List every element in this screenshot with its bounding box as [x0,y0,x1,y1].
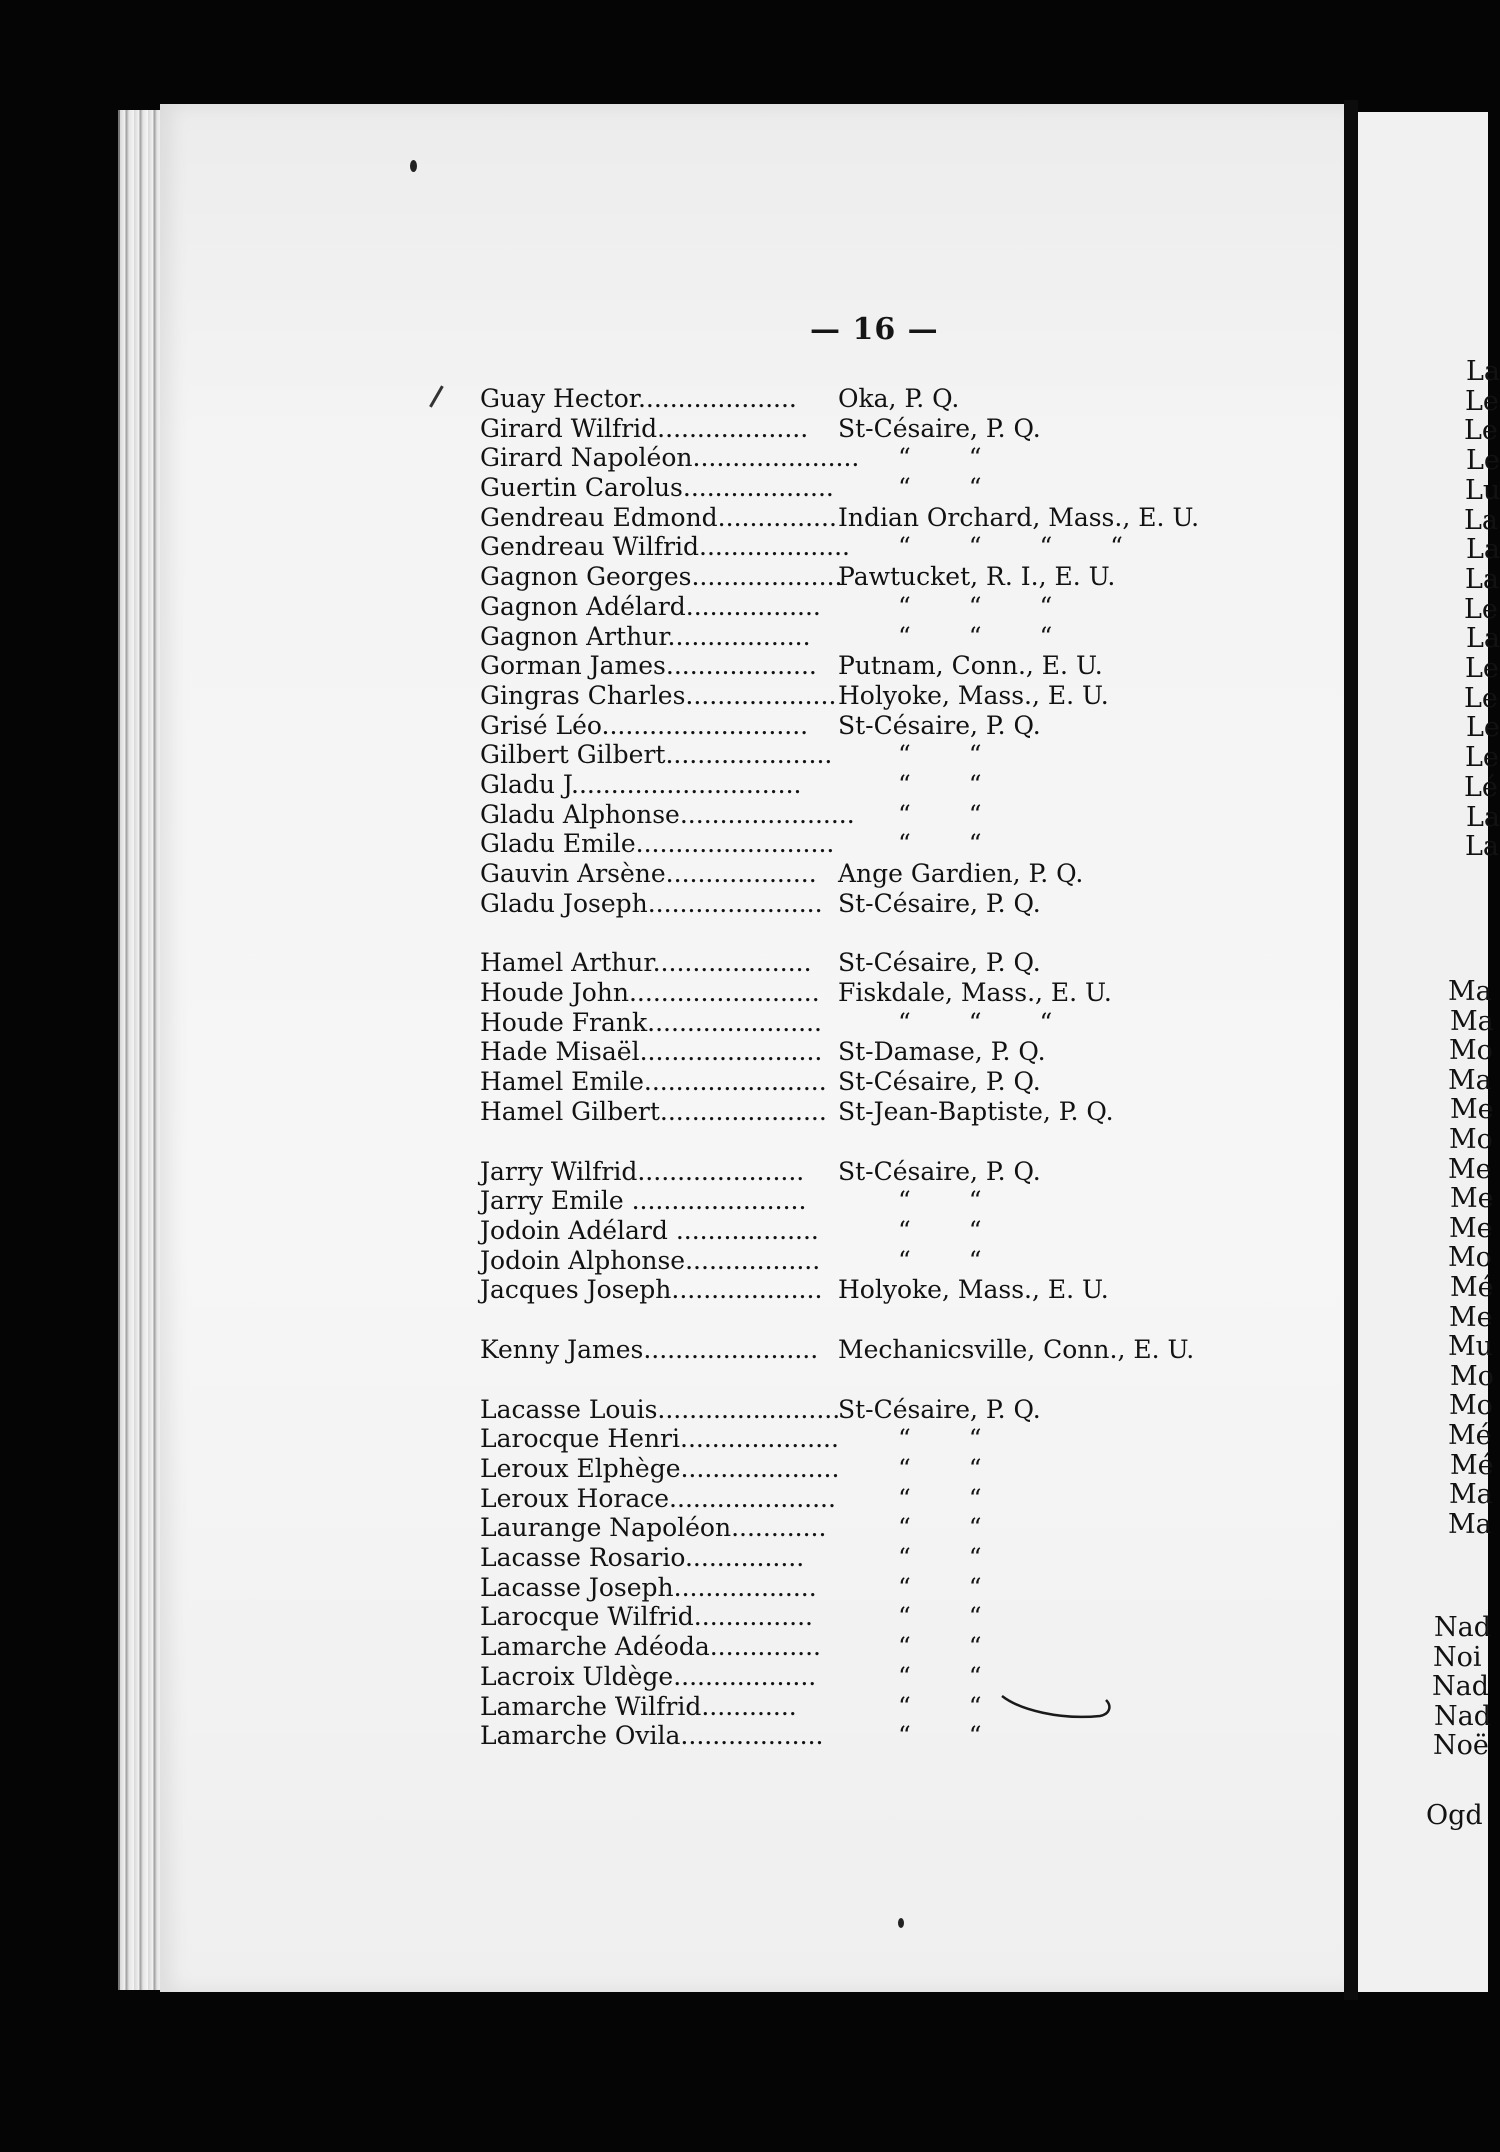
facing-page-fragment: La [1465,563,1500,595]
facing-page-fragment: La [1464,504,1499,536]
entry-place: St-Césaire, P. Q. [838,1394,1041,1424]
entry-name: Gladu J............................. [480,769,802,799]
facing-page-fragment: Mo [1448,1242,1492,1274]
entry-name: Gladu Joseph...................... [480,888,823,918]
entry-place: “ “ [898,473,982,503]
directory-entry [480,1067,1320,1097]
entry-place: “ “ [898,799,982,829]
entry-name: Hamel Emile....................... [480,1067,827,1097]
entry-name: Girard Wilfrid................... [480,413,809,443]
facing-page-fragment: La [1466,356,1500,387]
entry-place: Indian Orchard, Mass., E. U. [838,502,1200,532]
facing-page-fragment: Le [1466,445,1500,477]
entry-name: Gendreau Edmond............... [480,502,837,532]
entry-place: Pawtucket, R. I., E. U. [838,562,1116,592]
directory-entry [480,1424,1320,1454]
entry-name: Gendreau Wilfrid................... [480,532,851,562]
entry-place: St-Césaire, P. Q. [838,1156,1041,1186]
entry-name: Laurange Napoléon............ [480,1513,827,1543]
entry-name: Gagnon Adélard................. [480,591,821,621]
ink-blot [898,1918,904,1928]
entry-place: “ “ [898,829,982,859]
facing-page-fragment: La [1466,623,1500,655]
entry-place: “ “ [898,443,982,473]
directory-entry [480,1216,1320,1246]
entry-place: “ “ “ [898,621,1053,651]
entry-name: Gagnon Arthur.................. [480,621,811,651]
directory-entry [480,1662,1320,1692]
entry-place: “ “ [898,1186,982,1216]
directory-entry [480,503,1320,533]
directory-entry [480,829,1320,859]
directory-entry [480,384,1320,414]
entry-name: Jacques Joseph................... [480,1275,823,1305]
entry-name: Lamarche Ovila.................. [480,1721,824,1751]
entry-name: Leroux Elphège.................... [480,1454,840,1483]
book-gutter [1344,100,1358,2000]
directory-entry [480,800,1320,830]
entry-name: Jarry Wilfrid..................... [480,1156,805,1186]
facing-page-fragment: La [1465,831,1500,863]
facing-page-fragment: La [1466,801,1500,833]
entry-name: Guay Hector.................... [480,384,797,413]
facing-page-fragment: Le [1464,593,1498,625]
facing-page-fragment: Nad [1434,1612,1492,1643]
directory-entry [480,889,1320,919]
facing-page-fragment: Le [1464,415,1498,447]
directory-entry [480,1454,1320,1484]
entry-name: Guertin Carolus................... [480,473,834,503]
facing-page-fragment: Ma [1449,1479,1493,1511]
entry-place: Holyoke, Mass., E. U. [838,1275,1109,1305]
facing-page-fragment: Le [1464,682,1498,714]
facing-page-fragment: Nad [1434,1700,1492,1732]
directory-entry [480,473,1320,503]
entry-place: “ “ [898,1543,982,1573]
entry-place: “ “ [898,1483,982,1513]
entry-place: St-Jean-Baptiste, P. Q. [838,1096,1114,1126]
facing-page-fragment: Mu [1448,1331,1494,1363]
facing-page-fragment: Noi [1433,1641,1482,1673]
directory-entry [480,1097,1320,1127]
entry-place: “ “ “ [898,1007,1053,1037]
directory-entry [480,1186,1320,1216]
entry-name: Girard Napoléon..................... [480,443,860,473]
directory-entry [480,681,1320,711]
directory-entry [480,622,1320,652]
entry-name: Kenny James...................... [480,1334,819,1364]
directory-entry [480,1573,1320,1603]
facing-page-fragment: Nad [1432,1671,1490,1702]
directory-entry [480,1484,1320,1514]
directory-entry [480,1543,1320,1573]
entry-place: “ “ “ [898,591,1053,621]
entry-place: “ “ [898,1691,982,1721]
directory-entry [480,1275,1320,1305]
directory-entry [480,1721,1320,1751]
entry-name: Gilbert Gilbert..................... [480,740,833,770]
directory-entry [480,1395,1320,1425]
entry-place: “ “ “ “ [898,532,1123,562]
directory-entry [480,562,1320,592]
facing-page-fragment: La [1466,534,1500,566]
entry-name: Larocque Henri.................... [480,1424,839,1454]
entry-name: Houde John........................ [480,978,820,1008]
entry-place: “ “ [898,769,982,799]
facing-page-fragment: Mé [1450,1272,1494,1303]
facing-page-fragment: Me [1448,1153,1492,1185]
entry-place: St-Césaire, P. Q. [838,1067,1041,1097]
entry-name: Lacasse Rosario............... [480,1543,805,1573]
entry-place: St-Césaire, P. Q. [838,413,1041,443]
facing-page-fragment: Le [1466,712,1500,744]
facing-page-fragment: Mé [1448,1420,1492,1451]
entry-place: “ “ [898,1661,982,1691]
facing-page-fragment: Mo [1449,1124,1493,1155]
facing-page-fragment: Me [1449,1212,1493,1244]
directory-entry [480,1602,1320,1632]
entry-place: “ “ [898,740,982,770]
directory-entry [480,651,1320,681]
directory-entry [480,532,1320,562]
entry-name: Hamel Gilbert..................... [480,1096,827,1126]
facing-page-fragment: Le [1465,653,1499,684]
entry-name: Jodoin Alphonse................. [480,1245,821,1275]
entry-place: Fiskdale, Mass., E. U. [838,978,1112,1008]
entry-place: “ “ [898,1602,982,1632]
entry-place: St-Césaire, P. Q. [838,888,1041,918]
entry-place: “ “ [898,1215,982,1245]
ink-blot [410,160,417,172]
page-number: — 16 — [810,312,939,347]
entry-place: Ange Gardien, P. Q. [838,859,1084,888]
directory-entry [480,770,1320,800]
entry-place: “ “ [898,1454,982,1483]
facing-page-fragment: Mo [1449,1035,1493,1067]
directory-entry [480,859,1320,889]
entry-name: Larocque Wilfrid............... [480,1602,814,1632]
facing-page-fragment: Mé [1450,1449,1494,1481]
entry-name: Hamel Arthur.................... [480,948,812,978]
facing-page-fragment: Ma [1448,1064,1492,1096]
entry-place: “ “ [898,1721,982,1751]
facing-page-fragment: Lu [1465,474,1500,506]
facing-page-fragment: Lé [1464,771,1498,803]
facing-page-fragment: Mo [1450,1360,1494,1392]
entry-place: “ “ [898,1513,982,1543]
directory-entry [480,948,1320,978]
entry-place: “ “ [898,1572,982,1602]
directory-entry [480,1037,1320,1067]
entry-name: Gingras Charles................... [480,680,837,710]
entry-name: Lacroix Uldège.................. [480,1661,817,1691]
entry-place: “ “ [898,1632,982,1662]
entry-place: Putnam, Conn., E. U. [838,651,1103,681]
entry-place: St-Césaire, P. Q. [838,710,1041,740]
directory-entry [480,443,1320,473]
directory-entry [480,740,1320,770]
entry-name: Gauvin Arsène................... [480,859,817,888]
directory-entry [480,1632,1320,1662]
entry-list [480,384,1320,1751]
directory-entry [480,1692,1320,1722]
entry-place: Mechanicsville, Conn., E. U. [838,1334,1195,1364]
facing-page-fragment: Noë [1433,1730,1489,1761]
directory-entry [480,978,1320,1008]
entry-name: Grisé Léo.......................... [480,710,809,740]
facing-page-fragment: Ma [1448,1508,1492,1540]
entry-name: Leroux Horace..................... [480,1483,836,1513]
entry-name: Gladu Emile......................... [480,829,835,859]
entry-name: Lacasse Louis....................... [480,1394,841,1424]
directory-entry [480,1157,1320,1187]
directory-entry [480,711,1320,741]
facing-page-fragment: Mo [1449,1390,1493,1422]
directory-entry [480,414,1320,444]
entry-name: Lacasse Joseph.................. [480,1572,817,1602]
entry-name: Lamarche Adéoda.............. [480,1632,821,1662]
entry-place: Holyoke, Mass., E. U. [838,680,1109,710]
directory-entry [480,1513,1320,1543]
entry-place: St-Damase, P. Q. [838,1037,1046,1067]
entry-name: Gladu Alphonse...................... [480,799,855,829]
entry-place: “ “ [898,1245,982,1275]
directory-entry [480,1335,1320,1365]
entry-place: “ “ [898,1424,982,1454]
facing-page-fragment: Ogd [1426,1800,1483,1831]
entry-name: Gorman James................... [480,651,817,681]
facing-page-fragment: Le [1465,742,1499,774]
entry-name: Gagnon Georges................... [480,562,843,592]
facing-page-fragment: Me [1449,1301,1493,1333]
directory-entry [480,1008,1320,1038]
entry-name: Houde Frank...................... [480,1007,822,1037]
entry-name: Lamarche Wilfrid............ [480,1691,797,1721]
entry-name: Jodoin Adélard .................. [480,1215,819,1245]
pen-flourish [1000,1686,1120,1726]
facing-page-fragment: Le [1465,385,1499,417]
entry-name: Hade Misaël....................... [480,1037,823,1067]
facing-page-fragment: Me [1450,1094,1494,1126]
entry-place: Oka, P. Q. [838,384,960,413]
facing-page [1358,112,1500,1992]
facing-page-fragment: Ma [1448,976,1492,1007]
facing-page-fragment: Ma [1450,1005,1494,1037]
directory-entry [480,592,1320,622]
entry-place: St-Césaire, P. Q. [838,948,1041,978]
facing-page-fragment: Me [1450,1183,1494,1215]
directory-entry [480,1246,1320,1276]
entry-name: Jarry Emile ...................... [480,1186,807,1216]
